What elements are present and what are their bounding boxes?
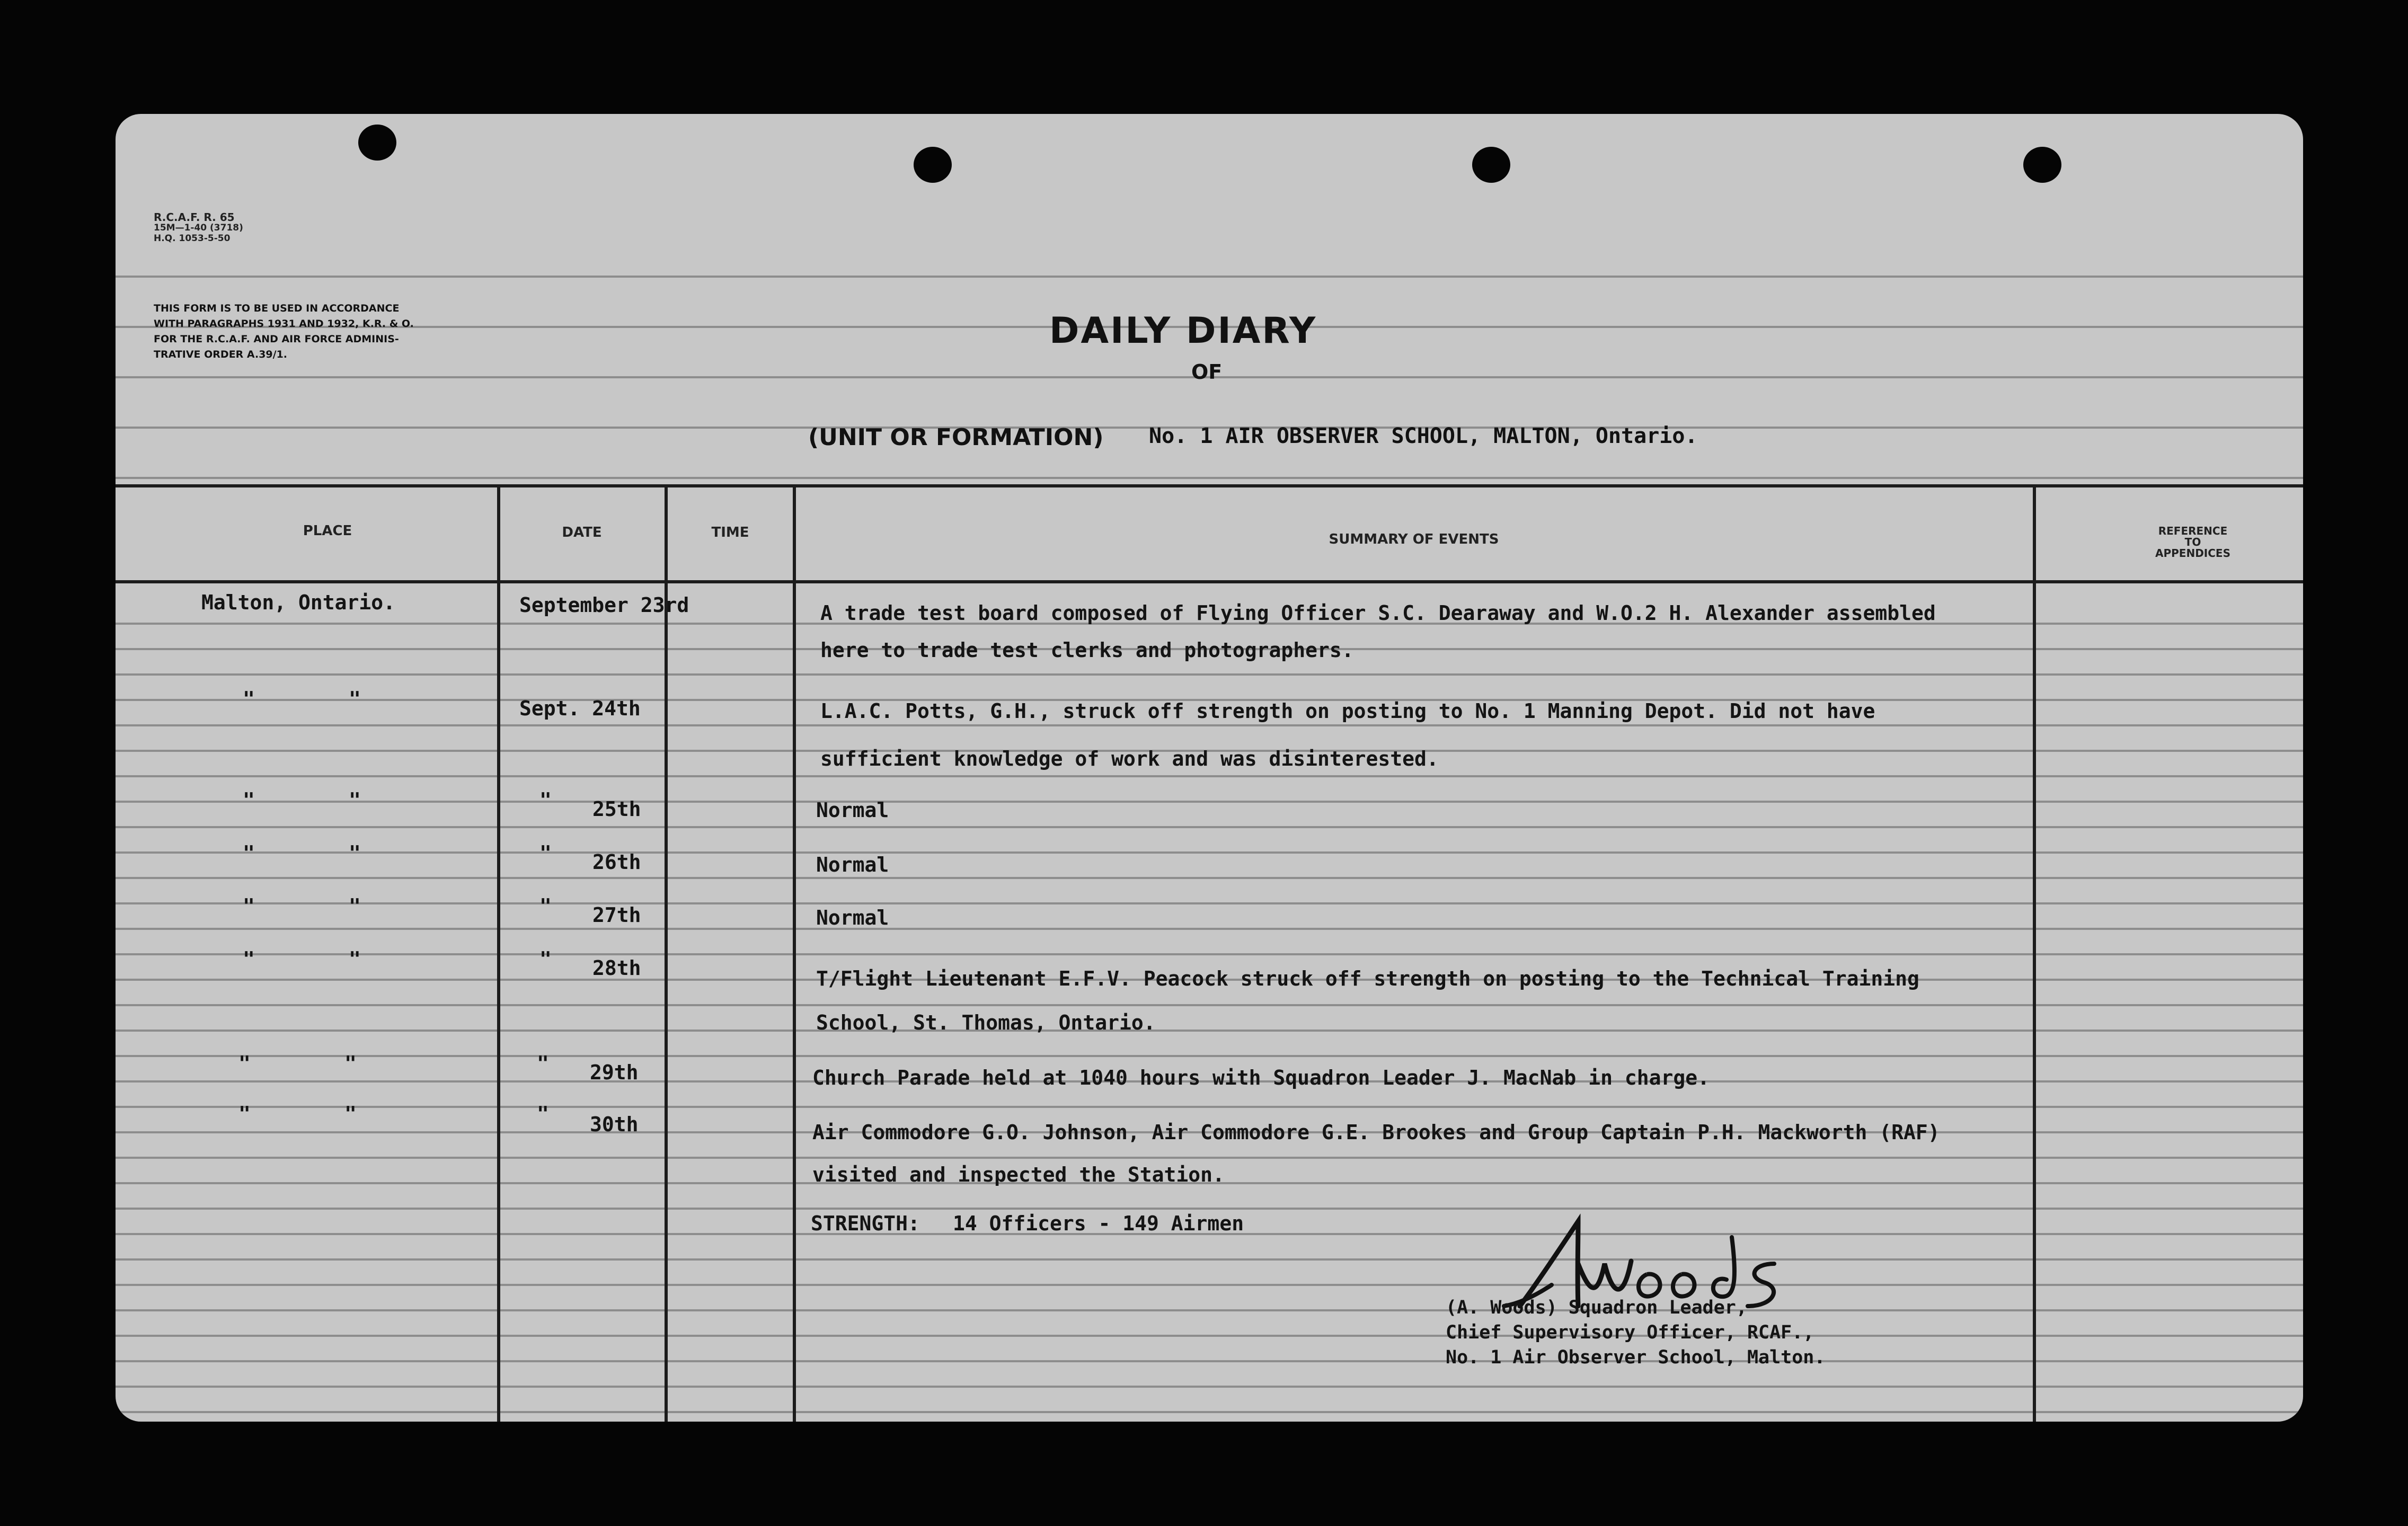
entry-summary-line: A trade test board composed of Flying Officer S.C. Dearaway and W.O.2 H. Alexander assembled [820, 601, 1936, 625]
date-ditto-mark: " [539, 894, 552, 918]
ruled-line [116, 673, 2303, 676]
header-date: DATE [562, 525, 602, 540]
ruled-line [116, 1208, 2303, 1210]
form-code-line: R.C.A.F. R. 65 [154, 211, 235, 224]
entry-summary-line: L.A.C. Potts, G.H., struck off strength on posting to No. 1 Manning Depot. Did not have [820, 699, 1875, 723]
ruled-line [116, 1411, 2303, 1413]
date-ditto-mark: " [537, 1102, 549, 1125]
ruled-line [116, 1030, 2303, 1032]
ruled-line [116, 276, 2303, 278]
entry-summary-line: here to trade test clerks and photographers. [820, 638, 1354, 662]
ruled-line [116, 1258, 2303, 1261]
header-place: PLACE [303, 523, 352, 539]
ruled-line [116, 1309, 2303, 1311]
header-time: TIME [711, 525, 749, 540]
column-divider [793, 484, 796, 1422]
instruction-line: FOR THE R.C.A.F. AND AIR FORCE ADMINIS- [154, 333, 399, 345]
place-ditto-mark: " [238, 1102, 251, 1125]
entry-date: 26th [592, 850, 641, 874]
form-title-of: OF [1191, 360, 1223, 384]
entry-summary-line: Church Parade held at 1040 hours with Squadron Leader J. MacNab in charge. [812, 1066, 1710, 1089]
form-code-line: 15M—1-40 (3718) [154, 223, 243, 233]
form-instructions [154, 301, 414, 362]
header-reference [2129, 526, 2256, 559]
unit-label: (UNIT OR FORMATION) [808, 424, 1104, 451]
instruction-line: WITH PARAGRAPHS 1931 AND 1932, K.R. & O. [154, 318, 414, 330]
place-ditto-mark: " [349, 841, 361, 865]
form-code-line: H.Q. 1053-5-50 [154, 233, 231, 244]
entry-date: 27th [592, 903, 641, 927]
entry-date: 25th [592, 797, 641, 821]
entry-summary-line: School, St. Thomas, Ontario. [816, 1011, 1156, 1034]
place-ditto-mark: " [349, 788, 361, 812]
place-ditto-mark: " [349, 687, 361, 711]
place-ditto-mark: " [344, 1052, 357, 1075]
ruled-line [116, 1335, 2303, 1337]
strength-label: STRENGTH: [811, 1212, 920, 1235]
place-ditto-mark: " [349, 947, 361, 971]
ruled-line [116, 902, 2303, 904]
place-ditto-mark: " [243, 687, 255, 711]
header-bottom-border [116, 580, 2303, 583]
ruled-line [116, 877, 2303, 879]
form-title: DAILY DIARY [1049, 310, 1317, 352]
entry-date: 28th [592, 956, 641, 980]
place-ditto-mark: " [238, 1052, 251, 1075]
entry-place: Malton, Ontario. [201, 591, 396, 614]
date-ditto-mark: " [539, 947, 552, 971]
ruled-line [116, 1055, 2303, 1057]
entry-date: 29th [590, 1061, 639, 1084]
instruction-line: THIS FORM IS TO BE USED IN ACCORDANCE [154, 303, 400, 314]
entry-summary-line: Normal [816, 906, 889, 929]
place-ditto-mark: " [243, 894, 255, 918]
ruled-line [116, 1157, 2303, 1159]
entry-summary-line: T/Flight Lieutenant E.F.V. Peacock struck off strength on posting to the Technical Training [816, 967, 1919, 990]
header-reference-line: REFERENCE [2158, 525, 2228, 537]
date-ditto-mark: " [539, 841, 552, 865]
entry-date: 30th [590, 1113, 639, 1136]
entry-date: September 23rd [519, 593, 689, 617]
header-summary: SUMMARY OF EVENTS [1329, 531, 1499, 547]
entry-summary-line: visited and inspected the Station. [812, 1163, 1225, 1186]
signature-line: No. 1 Air Observer School, Malton. [1446, 1347, 1826, 1368]
ruled-line [116, 928, 2303, 930]
ruled-line [116, 1106, 2303, 1108]
ruled-line [116, 477, 2303, 479]
ruled-line [116, 801, 2303, 803]
punch-hole [914, 147, 952, 183]
diary-form-sheet [116, 114, 2303, 1422]
ruled-line [116, 826, 2303, 828]
entry-summary-line: Normal [816, 853, 889, 876]
ruled-line [116, 1004, 2303, 1006]
place-ditto-mark: " [243, 947, 255, 971]
punch-hole [1472, 147, 1510, 183]
entry-summary-line: Normal [816, 799, 889, 822]
ruled-line [116, 851, 2303, 854]
place-ditto-mark: " [344, 1102, 357, 1125]
column-divider [665, 484, 668, 1422]
column-divider [497, 484, 500, 1422]
ruled-line [116, 953, 2303, 955]
header-reference-line: TO [2184, 536, 2201, 548]
signature-line: Chief Supervisory Officer, RCAF., [1446, 1322, 1814, 1343]
ruled-line [116, 724, 2303, 726]
entry-date: Sept. 24th [519, 697, 641, 720]
place-ditto-mark: " [243, 788, 255, 812]
header-reference-line: APPENDICES [2155, 547, 2230, 560]
instruction-line: TRATIVE ORDER A.39/1. [154, 349, 288, 360]
ruled-line [116, 1284, 2303, 1286]
signature-block [1446, 1296, 1825, 1370]
form-code [154, 212, 243, 244]
strength-value: 14 Officers - 149 Airmen [953, 1212, 1244, 1235]
punch-hole [2023, 147, 2061, 183]
column-divider [2033, 484, 2036, 1422]
unit-value: No. 1 AIR OBSERVER SCHOOL, MALTON, Ontario. [1149, 424, 1698, 448]
entry-summary-line: Air Commodore G.O. Johnson, Air Commodore G.E. Brookes and Group Captain P.H. Mackworth (RAF) [812, 1121, 1940, 1144]
entry-summary-line: sufficient knowledge of work and was disinterested. [820, 747, 1439, 770]
signature-line: (A. Woods) Squadron Leader, [1446, 1297, 1747, 1318]
ruled-line [116, 1386, 2303, 1388]
date-ditto-mark: " [539, 788, 552, 812]
ruled-line [116, 1360, 2303, 1362]
ruled-line [116, 775, 2303, 777]
date-ditto-mark: " [537, 1052, 549, 1075]
place-ditto-mark: " [349, 894, 361, 918]
table-top-border [116, 484, 2303, 487]
place-ditto-mark: " [243, 841, 255, 865]
punch-hole [358, 125, 396, 161]
